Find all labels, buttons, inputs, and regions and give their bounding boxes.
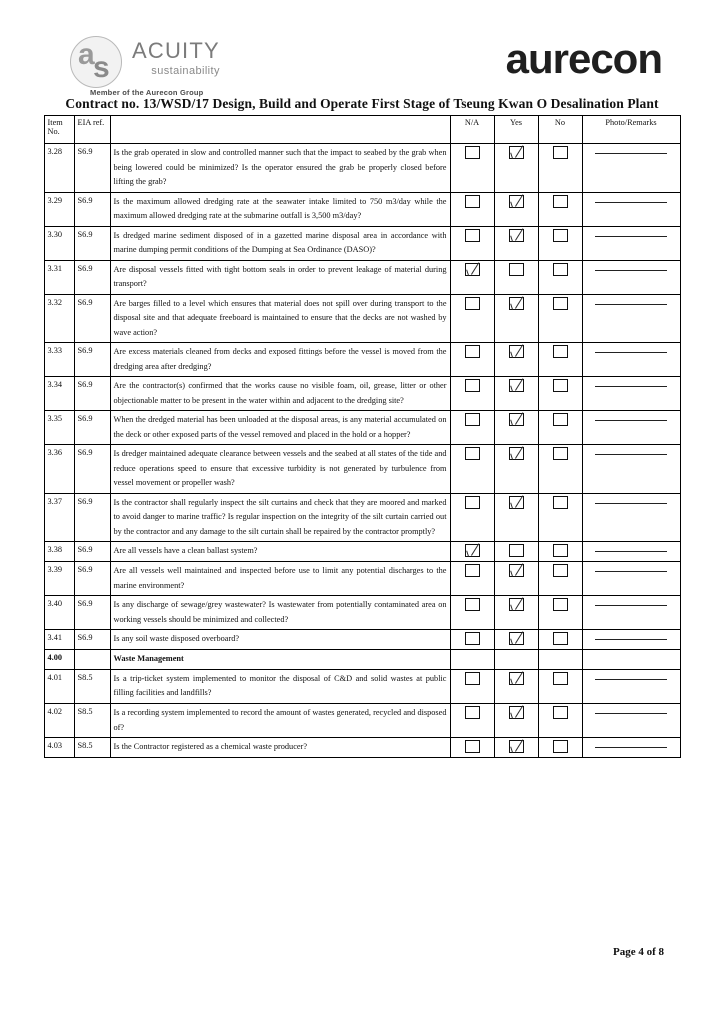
cell-eia-ref: S6.9 — [74, 294, 110, 343]
cell-item-no: 3.40 — [44, 596, 74, 630]
checkbox-yes-checked-icon[interactable] — [509, 413, 524, 426]
cell-checkbox-yes[interactable] — [494, 260, 538, 294]
remarks-write-in-line[interactable] — [595, 632, 667, 640]
cell-checkbox-na[interactable] — [450, 493, 494, 542]
cell-checkbox-yes[interactable] — [494, 226, 538, 260]
checkbox-na-icon[interactable] — [465, 496, 480, 509]
cell-checkbox-na[interactable] — [450, 703, 494, 737]
cell-checkbox-no[interactable] — [538, 493, 582, 542]
cell-checkbox-na[interactable] — [450, 738, 494, 758]
cell-checkbox-no[interactable] — [538, 411, 582, 445]
acuity-mark-icon — [70, 36, 122, 88]
cell-checkbox-yes[interactable] — [494, 630, 538, 650]
cell-item-no: 3.34 — [44, 377, 74, 411]
acuity-tagline: sustainability — [151, 65, 220, 77]
cell-item-no: 3.29 — [44, 192, 74, 226]
cell-checkbox-yes[interactable] — [494, 445, 538, 494]
header-eia-ref: EIA ref. — [74, 116, 110, 144]
cell-description: Are all vessels have a clean ballast system? — [110, 542, 450, 562]
cell-item-no: 4.03 — [44, 738, 74, 758]
cell-checkbox-no[interactable] — [538, 596, 582, 630]
page-footer: Page 4 of 8 — [612, 946, 664, 958]
checkbox-no-icon[interactable] — [553, 195, 568, 208]
cell-checkbox-yes[interactable] — [494, 493, 538, 542]
checkbox-na-icon[interactable] — [465, 297, 480, 310]
remarks-write-in-line[interactable] — [595, 263, 667, 271]
checkbox-no-icon[interactable] — [553, 740, 568, 753]
checklist-table — [44, 115, 681, 758]
remarks-write-in-line[interactable] — [595, 297, 667, 305]
cell-item-no: 3.32 — [44, 294, 74, 343]
remarks-write-in-line[interactable] — [595, 564, 667, 572]
cell-item-no: 3.31 — [44, 260, 74, 294]
checkbox-na-icon[interactable] — [465, 672, 480, 685]
table-row — [44, 377, 680, 411]
checkbox-no-icon[interactable] — [553, 379, 568, 392]
cell-description: Is the grab operated in slow and controlled manner such that the impact to seabed by the grab when being lowered could be minimized? Is the operator ensured the grab be properly closed before lifting the grab? — [110, 144, 450, 193]
cell-description: Is a recording system implemented to record the amount of wastes generated, recycled and disposed of? — [110, 703, 450, 737]
acuity-member-note: Member of the Aurecon Group — [90, 88, 204, 97]
checkbox-na-icon[interactable] — [465, 740, 480, 753]
cell-remarks[interactable] — [582, 562, 680, 596]
cell-description: Is dredged marine sediment disposed of in a gazetted marine disposal area in accordance with marine dumping permit conditions of the Dumping at Sea Ordinance (DASO)? — [110, 226, 450, 260]
table-row — [44, 542, 680, 562]
cell-eia-ref: S6.9 — [74, 377, 110, 411]
checkbox-yes-checked-icon[interactable] — [509, 379, 524, 392]
cell-checkbox-no[interactable] — [538, 377, 582, 411]
checkbox-yes-checked-icon[interactable] — [509, 496, 524, 509]
cell-item-no: 4.02 — [44, 703, 74, 737]
cell-remarks[interactable] — [582, 343, 680, 377]
checkbox-yes-checked-icon[interactable] — [509, 447, 524, 460]
checkbox-yes-checked-icon[interactable] — [509, 740, 524, 753]
checkbox-yes-checked-icon[interactable] — [509, 146, 524, 159]
cell-checkbox-yes[interactable] — [494, 738, 538, 758]
acuity-logo — [70, 36, 220, 88]
cell-item-no: 4.01 — [44, 669, 74, 703]
table-row — [44, 703, 680, 737]
checkbox-no-icon[interactable] — [553, 632, 568, 645]
remarks-write-in-line[interactable] — [595, 672, 667, 680]
cell-checkbox-no[interactable] — [538, 144, 582, 193]
cell-checkbox-yes[interactable] — [494, 377, 538, 411]
cell-remarks[interactable] — [582, 144, 680, 193]
checkbox-no-icon[interactable] — [553, 263, 568, 276]
table-row — [44, 294, 680, 343]
cell-checkbox-no[interactable] — [538, 738, 582, 758]
remarks-write-in-line[interactable] — [595, 345, 667, 353]
cell-eia-ref — [74, 650, 110, 670]
cell-remarks[interactable] — [582, 738, 680, 758]
checkbox-yes-checked-icon[interactable] — [509, 195, 524, 208]
cell-checkbox-na[interactable] — [450, 445, 494, 494]
table-row — [44, 738, 680, 758]
checkbox-na-icon[interactable] — [465, 345, 480, 358]
cell-checkbox-yes[interactable] — [494, 596, 538, 630]
cell-item-no: 3.36 — [44, 445, 74, 494]
cell-eia-ref: S6.9 — [74, 144, 110, 193]
cell-eia-ref: S6.9 — [74, 542, 110, 562]
cell-description: Is dredger maintained adequate clearance between vessels and the seabed at all states of the tide and reduce operations speed to ensure that excessive turbidity is not generated by turbulence from vessel movement or propeller wash? — [110, 445, 450, 494]
checkbox-na-icon[interactable] — [465, 598, 480, 611]
page-title: Contract no. 13/WSD/17 Design, Build and Operate First Stage of Tseung Kwan O Desalination Plant — [65, 96, 659, 111]
cell-description: When the dredged material has been unloaded at the disposal areas, is any material accumulated on the deck or other exposed parts of the vessel removed and placed in the hold or a hopper? — [110, 411, 450, 445]
checkbox-na-icon[interactable] — [465, 447, 480, 460]
cell-description: Waste Management — [110, 650, 450, 670]
cell-item-no: 3.28 — [44, 144, 74, 193]
table-row — [44, 411, 680, 445]
cell-checkbox-na[interactable] — [450, 411, 494, 445]
cell-description: Is the maximum allowed dredging rate at the seawater intake limited to 750 m3/day while the maximum allowed dredging rate at the submarine outfall is 3,500 m3/day? — [110, 192, 450, 226]
table-row — [44, 630, 680, 650]
cell-eia-ref: S6.9 — [74, 445, 110, 494]
cell-eia-ref: S6.9 — [74, 411, 110, 445]
header-no: No — [538, 116, 582, 144]
aurecon-logo: aurecon — [505, 35, 662, 82]
remarks-write-in-line[interactable] — [595, 195, 667, 203]
cell-checkbox-na[interactable] — [450, 144, 494, 193]
cell-checkbox-yes[interactable] — [494, 144, 538, 193]
cell-description: Is the Contractor registered as a chemical waste producer? — [110, 738, 450, 758]
checkbox-yes-checked-icon[interactable] — [509, 706, 524, 719]
table-row — [44, 192, 680, 226]
cell-eia-ref: S8.5 — [74, 669, 110, 703]
cell-remarks[interactable] — [582, 377, 680, 411]
cell-checkbox-yes[interactable] — [494, 562, 538, 596]
cell-checkbox-na[interactable] — [450, 192, 494, 226]
checkbox-na-icon[interactable] — [465, 413, 480, 426]
cell-checkbox-no[interactable] — [538, 703, 582, 737]
cell-checkbox-yes[interactable] — [494, 411, 538, 445]
cell-checkbox-yes[interactable] — [494, 343, 538, 377]
cell-checkbox-no[interactable] — [538, 294, 582, 343]
cell-description: Are the contractor(s) confirmed that the works cause no visible foam, oil, grease, litter or other objectionable matter to be present in the water within and adjacent to the dredging site? — [110, 377, 450, 411]
checkbox-yes-checked-icon[interactable] — [509, 345, 524, 358]
checkbox-yes-icon[interactable] — [509, 263, 524, 276]
acuity-wordmark — [132, 36, 220, 77]
cell-eia-ref: S8.5 — [74, 738, 110, 758]
table-section-row — [44, 650, 680, 670]
checkbox-na-icon[interactable] — [465, 379, 480, 392]
cell-checkbox-yes[interactable] — [494, 703, 538, 737]
checkbox-no-icon[interactable] — [553, 598, 568, 611]
acuity-name: ACUITY — [132, 38, 220, 63]
checkbox-na-icon[interactable] — [465, 229, 480, 242]
cell-checkbox-no[interactable] — [538, 562, 582, 596]
cell-item-no: 3.41 — [44, 630, 74, 650]
checkbox-no-icon[interactable] — [553, 706, 568, 719]
checkbox-yes-checked-icon[interactable] — [509, 229, 524, 242]
cell-remarks[interactable] — [582, 294, 680, 343]
cell-eia-ref: S6.9 — [74, 260, 110, 294]
cell-item-no: 3.33 — [44, 343, 74, 377]
checkbox-no-icon[interactable] — [553, 297, 568, 310]
cell-eia-ref: S6.9 — [74, 562, 110, 596]
cell-description: Are barges filled to a level which ensures that material does not spill over during transport to the disposal site and that adequate freeboard is maintained to ensure that the decks are not washed by wave action? — [110, 294, 450, 343]
cell-eia-ref: S6.9 — [74, 343, 110, 377]
cell-item-no: 3.39 — [44, 562, 74, 596]
cell-checkbox-no[interactable] — [538, 343, 582, 377]
cell-checkbox-no[interactable] — [538, 260, 582, 294]
cell-checkbox-na[interactable] — [450, 669, 494, 703]
cell-checkbox-na[interactable] — [450, 630, 494, 650]
cell-checkbox-no[interactable] — [538, 445, 582, 494]
remarks-write-in-line[interactable] — [595, 598, 667, 606]
checkbox-no-icon[interactable] — [553, 496, 568, 509]
remarks-write-in-line[interactable] — [595, 146, 667, 154]
remarks-write-in-line[interactable] — [595, 379, 667, 387]
cell-checkbox-na[interactable] — [450, 562, 494, 596]
cell-checkbox-na[interactable] — [450, 343, 494, 377]
cell-remarks[interactable] — [582, 493, 680, 542]
remarks-write-in-line[interactable] — [595, 706, 667, 714]
cell-checkbox-no[interactable] — [538, 192, 582, 226]
checkbox-no-icon[interactable] — [553, 447, 568, 460]
cell-description: Is a trip-ticket system implemented to monitor the disposal of C&D and solid wastes at public filling facilities and landfills? — [110, 669, 450, 703]
remarks-write-in-line[interactable] — [595, 544, 667, 552]
cell-checkbox-no[interactable] — [538, 669, 582, 703]
checkbox-no-icon[interactable] — [553, 229, 568, 242]
checkbox-yes-checked-icon[interactable] — [509, 632, 524, 645]
header-item-no-line2: No. — [47, 127, 60, 136]
header-description — [110, 116, 450, 144]
cell-checkbox-no — [538, 650, 582, 670]
cell-checkbox-yes[interactable] — [494, 542, 538, 562]
remarks-write-in-line[interactable] — [595, 413, 667, 421]
checkbox-yes-checked-icon[interactable] — [509, 598, 524, 611]
header-remarks: Photo/Remarks — [582, 116, 680, 144]
cell-checkbox-na[interactable] — [450, 260, 494, 294]
checkbox-na-icon[interactable] — [465, 195, 480, 208]
cell-description: Are excess materials cleaned from decks and exposed fittings before the vessel is moved from the dredging area after dredging? — [110, 343, 450, 377]
cell-checkbox-no[interactable] — [538, 542, 582, 562]
cell-description: Is the contractor shall regularly inspect the silt curtains and check that they are moored and marked to avoid danger to marine traffic? Is regular inspection on the integrity of the silt curtain carried out by the contractor and any damage to the silt curtain shall be repaired by the contractor promptly? — [110, 493, 450, 542]
cell-remarks[interactable] — [582, 192, 680, 226]
cell-remarks[interactable] — [582, 260, 680, 294]
cell-eia-ref: S6.9 — [74, 630, 110, 650]
cell-eia-ref: S6.9 — [74, 596, 110, 630]
cell-checkbox-yes[interactable] — [494, 192, 538, 226]
cell-eia-ref: S8.5 — [74, 703, 110, 737]
remarks-write-in-line[interactable] — [595, 740, 667, 748]
cell-item-no: 3.38 — [44, 542, 74, 562]
cell-remarks[interactable] — [582, 226, 680, 260]
cell-item-no: 4.00 — [44, 650, 74, 670]
checkbox-no-icon[interactable] — [553, 146, 568, 159]
checkbox-no-icon[interactable] — [553, 345, 568, 358]
cell-checkbox-na — [450, 650, 494, 670]
checkbox-no-icon[interactable] — [553, 672, 568, 685]
cell-checkbox-na[interactable] — [450, 377, 494, 411]
cell-remarks[interactable] — [582, 542, 680, 562]
page-header — [0, 0, 724, 96]
remarks-write-in-line[interactable] — [595, 496, 667, 504]
cell-description: Is any discharge of sewage/grey wastewater? Is wastewater from potentially contaminated area on working vessels should be minimized and collected? — [110, 596, 450, 630]
cell-description: Are all vessels well maintained and inspected before use to limit any potential discharges to the marine environment? — [110, 562, 450, 596]
cell-remarks[interactable] — [582, 596, 680, 630]
table-row — [44, 343, 680, 377]
header-na: N/A — [450, 116, 494, 144]
cell-item-no: 3.30 — [44, 226, 74, 260]
table-row — [44, 562, 680, 596]
cell-checkbox-yes — [494, 650, 538, 670]
checkbox-no-icon[interactable] — [553, 544, 568, 557]
table-row — [44, 144, 680, 193]
checkbox-na-icon[interactable] — [465, 564, 480, 577]
checkbox-no-icon[interactable] — [553, 564, 568, 577]
table-row — [44, 260, 680, 294]
header-item-no-line1: Item — [47, 118, 63, 127]
cell-eia-ref: S6.9 — [74, 192, 110, 226]
checkbox-na-icon[interactable] — [465, 632, 480, 645]
checkbox-na-icon[interactable] — [465, 706, 480, 719]
cell-remarks[interactable] — [582, 669, 680, 703]
header-item-no — [44, 116, 74, 144]
cell-checkbox-no[interactable] — [538, 630, 582, 650]
acuity-mark-letter-s: s — [93, 51, 110, 84]
cell-description: Is any soil waste disposed overboard? — [110, 630, 450, 650]
checkbox-na-checked-icon[interactable] — [465, 263, 480, 276]
remarks-write-in-line[interactable] — [595, 229, 667, 237]
cell-remarks[interactable] — [582, 411, 680, 445]
cell-remarks[interactable] — [582, 445, 680, 494]
checkbox-yes-checked-icon[interactable] — [509, 672, 524, 685]
checkbox-na-icon[interactable] — [465, 146, 480, 159]
cell-checkbox-na[interactable] — [450, 226, 494, 260]
header-yes: Yes — [494, 116, 538, 144]
cell-checkbox-yes[interactable] — [494, 669, 538, 703]
cell-checkbox-yes[interactable] — [494, 294, 538, 343]
cell-eia-ref: S6.9 — [74, 226, 110, 260]
acuity-mark-letter-a: a — [78, 38, 95, 71]
checkbox-yes-checked-icon[interactable] — [509, 564, 524, 577]
table-body — [44, 144, 680, 758]
cell-checkbox-na[interactable] — [450, 294, 494, 343]
cell-remarks[interactable] — [582, 703, 680, 737]
checkbox-no-icon[interactable] — [553, 413, 568, 426]
table-row — [44, 493, 680, 542]
checkbox-yes-icon[interactable] — [509, 544, 524, 557]
cell-eia-ref: S6.9 — [74, 493, 110, 542]
table-row — [44, 669, 680, 703]
checkbox-na-checked-icon[interactable] — [465, 544, 480, 557]
cell-item-no: 3.35 — [44, 411, 74, 445]
table-row — [44, 445, 680, 494]
cell-item-no: 3.37 — [44, 493, 74, 542]
checkbox-yes-checked-icon[interactable] — [509, 297, 524, 310]
table-row — [44, 596, 680, 630]
table-header — [44, 116, 680, 144]
remarks-write-in-line[interactable] — [595, 447, 667, 455]
cell-description: Are disposal vessels fitted with tight bottom seals in order to prevent leakage of material during transport? — [110, 260, 450, 294]
cell-remarks[interactable] — [582, 630, 680, 650]
cell-checkbox-na[interactable] — [450, 542, 494, 562]
table-row — [44, 226, 680, 260]
cell-remarks[interactable] — [582, 650, 680, 670]
cell-checkbox-na[interactable] — [450, 596, 494, 630]
cell-checkbox-no[interactable] — [538, 226, 582, 260]
